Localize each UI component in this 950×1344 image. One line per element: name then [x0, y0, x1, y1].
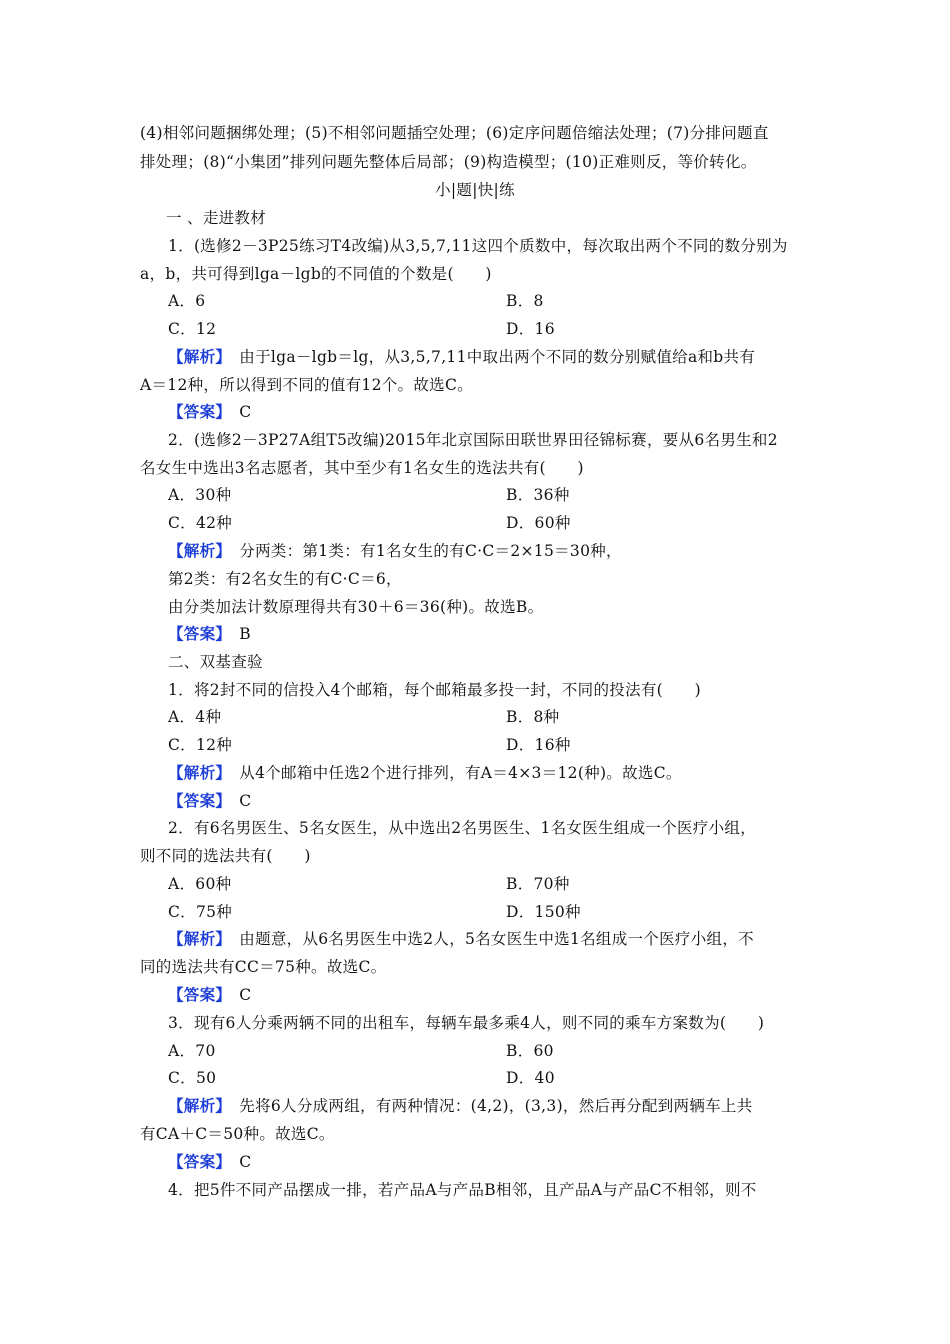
- analysis-text: 由题意，从6名男医生中选2人，5名女医生中选1名组成一个医疗小组，不: [239, 930, 754, 948]
- question-text: 2．有6名男医生、5名女医生，从中选出2名男医生、1名女医生组成一个医疗小组，: [168, 819, 757, 837]
- option-a: A．60种: [168, 875, 232, 893]
- analysis-label: 【解析】: [168, 541, 224, 560]
- analysis-text: 第2类：有2名女生的有C·C＝6，: [168, 570, 402, 588]
- analysis-line: [168, 347, 755, 367]
- answer-label: 【答案】: [168, 402, 224, 421]
- option-b: B．70种: [506, 875, 570, 893]
- analysis-text: 由于lga－lgb＝lg，从3,5,7,11中取出两个不同的数分别赋值给a和b共有: [239, 348, 756, 366]
- analysis-label: 【解析】: [168, 347, 224, 366]
- option-b: B．8种: [506, 708, 560, 726]
- answer-label: 【答案】: [168, 1152, 224, 1171]
- intro-line-1: (4)相邻问题捆绑处理；(5)不相邻问题插空处理；(6)定序问题倍缩法处理；(7)分排问题直: [140, 124, 769, 142]
- option-a: A．70: [168, 1042, 216, 1060]
- question-text: 则不同的选法共有( ): [140, 847, 311, 865]
- answer-value: B: [239, 625, 251, 643]
- option-a: A．30种: [168, 486, 232, 504]
- analysis-text: 同的选法共有CC＝75种。故选C。: [140, 958, 387, 976]
- analysis-text: 有CA＋C＝50种。故选C。: [140, 1125, 335, 1143]
- answer-value: C: [239, 986, 252, 1004]
- analysis-text: 从4个邮箱中任选2个进行排列，有A＝4×3＝12(种)。故选C。: [239, 764, 682, 782]
- option-d: D．150种: [506, 903, 581, 921]
- question-text: 4．把5件不同产品摆成一排，若产品A与产品B相邻，且产品A与产品C不相邻，则不: [168, 1181, 757, 1199]
- analysis-text: 由分类加法计数原理得共有30＋6＝36(种)。故选B。: [168, 598, 544, 616]
- answer-value: C: [239, 403, 252, 421]
- analysis-label: 【解析】: [168, 929, 224, 948]
- answer-line: [168, 1152, 251, 1172]
- analysis-label: 【解析】: [168, 763, 224, 782]
- option-d: D．16种: [506, 736, 571, 754]
- analysis-line: [168, 929, 754, 949]
- section-heading: 小|题|快|练: [435, 181, 515, 199]
- section-title-2: 二、双基查验: [168, 653, 263, 671]
- option-c: C．12: [168, 320, 217, 338]
- question-text: 1．(选修2－3P25练习T4改编)从3,5,7,11这四个质数中，每次取出两个不同的数分别为: [168, 237, 788, 255]
- option-c: C．50: [168, 1069, 217, 1087]
- analysis-label: 【解析】: [168, 1096, 224, 1115]
- option-a: A．6: [168, 292, 206, 310]
- answer-value: C: [239, 792, 252, 810]
- option-b: B．8: [506, 292, 544, 310]
- intro-line-2: 排处理；(8)“小集团”排列问题先整体后局部；(9)构造模型；(10)正难则反，等价转化。: [140, 153, 757, 171]
- section-title-1: 一 、走进教材: [166, 209, 267, 227]
- answer-line: [168, 985, 251, 1005]
- option-a: A．4种: [168, 708, 222, 726]
- analysis-text: 先将6人分成两组，有两种情况：(4,2)，(3,3)，然后再分配到两辆车上共: [239, 1097, 753, 1115]
- option-d: D．60种: [506, 514, 571, 532]
- analysis-text: A＝12种，所以得到不同的值有12个。故选C。: [140, 376, 473, 394]
- option-b: B．60: [506, 1042, 554, 1060]
- question-text: a，b，共可得到lga－lgb的不同值的个数是( ): [140, 265, 492, 283]
- answer-label: 【答案】: [168, 624, 224, 643]
- question-text: 3．现有6人分乘两辆不同的出租车，每辆车最多乘4人，则不同的乘车方案数为( ): [168, 1014, 765, 1032]
- option-c: C．12种: [168, 736, 233, 754]
- option-d: D．40: [506, 1069, 555, 1087]
- analysis-line: [168, 1096, 753, 1116]
- question-text: 名女生中选出3名志愿者，其中至少有1名女生的选法共有( ): [140, 459, 584, 477]
- option-b: B．36种: [506, 486, 570, 504]
- analysis-text: 分两类：第1类：有1名女生的有C·C＝2×15＝30种，: [239, 542, 622, 560]
- option-c: C．75种: [168, 903, 233, 921]
- answer-line: [168, 402, 251, 422]
- analysis-line: [168, 763, 682, 783]
- answer-line: [168, 791, 251, 811]
- option-c: C．42种: [168, 514, 233, 532]
- option-d: D．16: [506, 320, 555, 338]
- question-text: 1．将2封不同的信投入4个邮箱，每个邮箱最多投一封，不同的投法有( ): [168, 681, 701, 699]
- answer-line: [168, 624, 251, 644]
- question-text: 2．(选修2－3P27A组T5改编)2015年北京国际田联世界田径锦标赛，要从6名男生和2: [168, 431, 778, 449]
- answer-label: 【答案】: [168, 791, 224, 810]
- answer-label: 【答案】: [168, 985, 224, 1004]
- analysis-line: [168, 541, 622, 561]
- answer-value: C: [239, 1153, 252, 1171]
